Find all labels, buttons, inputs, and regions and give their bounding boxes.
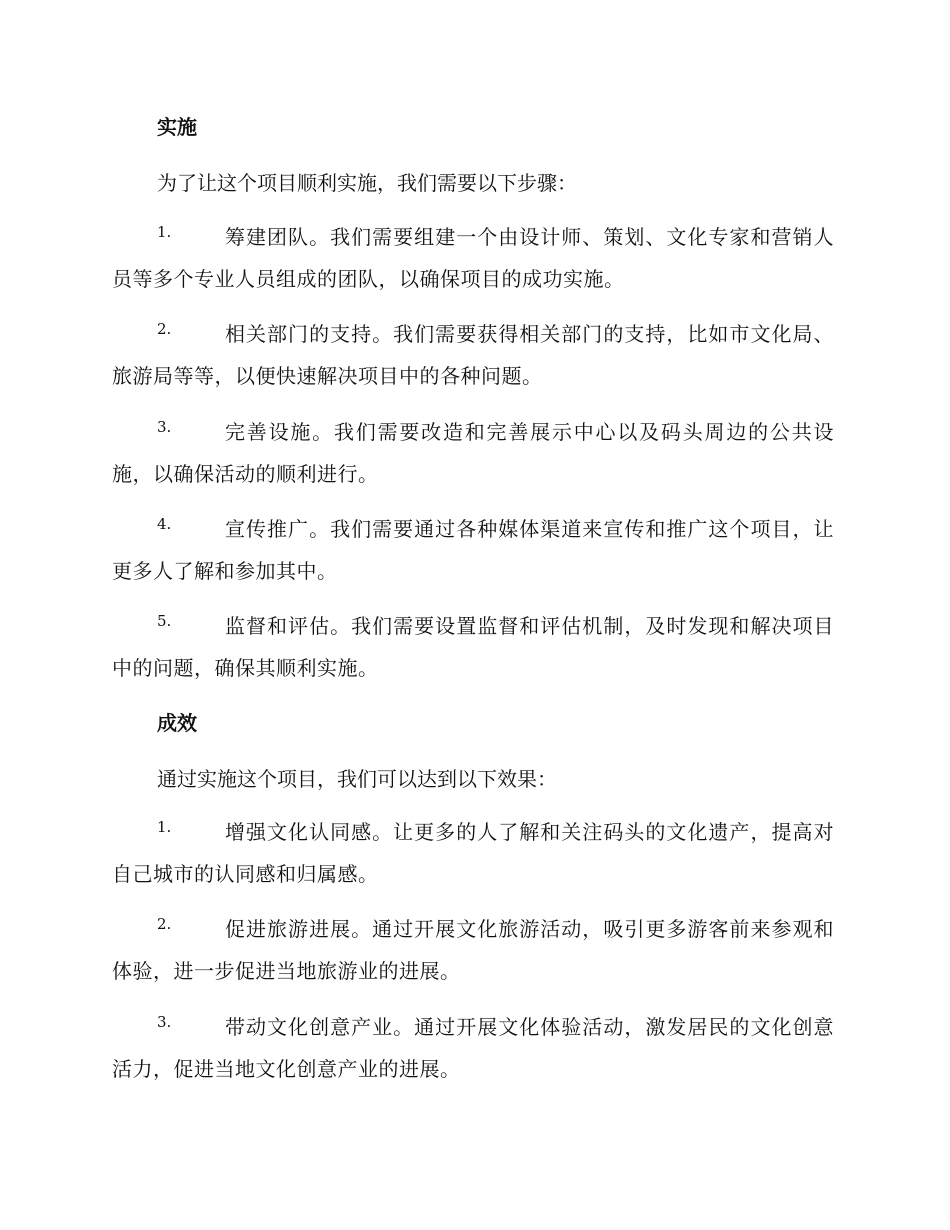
list-item-text: 带动文化创意产业。通过开展文化体验活动，激发居民的文化创意活力，促进当地文化创意产业的进展。: [112, 1015, 834, 1081]
section-intro-outcomes: 通过实施这个项目，我们可以达到以下效果：: [157, 767, 557, 791]
list-item: [112, 605, 834, 689]
list-item-number: 4.: [157, 515, 172, 533]
list-item-number: 1.: [157, 818, 172, 836]
list-item-number: 5.: [157, 612, 172, 630]
list-item-number: 2.: [157, 915, 172, 933]
list-item-text: 监督和评估。我们需要设置监督和评估机制，及时发现和解决项目中的问题，确保其顺利实施。: [112, 614, 834, 680]
list-item-text: 筹建团队。我们需要组建一个由设计师、策划、文化专家和营销人员等多个专业人员组成的团队，以确保项目的成功实施。: [112, 225, 834, 291]
list-item-text: 增强文化认同感。让更多的人了解和关注码头的文化遗产，提高对自己城市的认同感和归属感。: [112, 820, 834, 886]
list-item-number: 1.: [157, 223, 172, 241]
list-item-text: 宣传推广。我们需要通过各种媒体渠道来宣传和推广这个项目，让更多人了解和参加其中。: [112, 517, 834, 583]
list-item-text: 相关部门的支持。我们需要获得相关部门的支持，比如市文化局、旅游局等等，以便快速解决项目中的各种问题。: [112, 322, 834, 388]
list-item: [112, 313, 834, 397]
list-item: [112, 216, 834, 300]
list-item: [112, 1006, 834, 1090]
list-item-text: 促进旅游进展。通过开展文化旅游活动，吸引更多游客前来参观和体验，进一步促进当地旅游业的进展。: [112, 917, 834, 983]
list-item: [112, 411, 834, 495]
list-item: [112, 508, 834, 592]
list-item: [112, 811, 834, 895]
list-item: [112, 908, 834, 992]
list-item-number: 2.: [157, 320, 172, 338]
section-heading-implementation: 实施: [157, 115, 197, 139]
section-intro-implementation: 为了让这个项目顺利实施，我们需要以下步骤：: [157, 171, 577, 195]
list-item-text: 完善设施。我们需要改造和完善展示中心以及码头周边的公共设施，以确保活动的顺利进行。: [112, 420, 834, 486]
section-heading-outcomes: 成效: [157, 711, 197, 735]
list-item-number: 3.: [157, 418, 172, 436]
list-item-number: 3.: [157, 1013, 172, 1031]
